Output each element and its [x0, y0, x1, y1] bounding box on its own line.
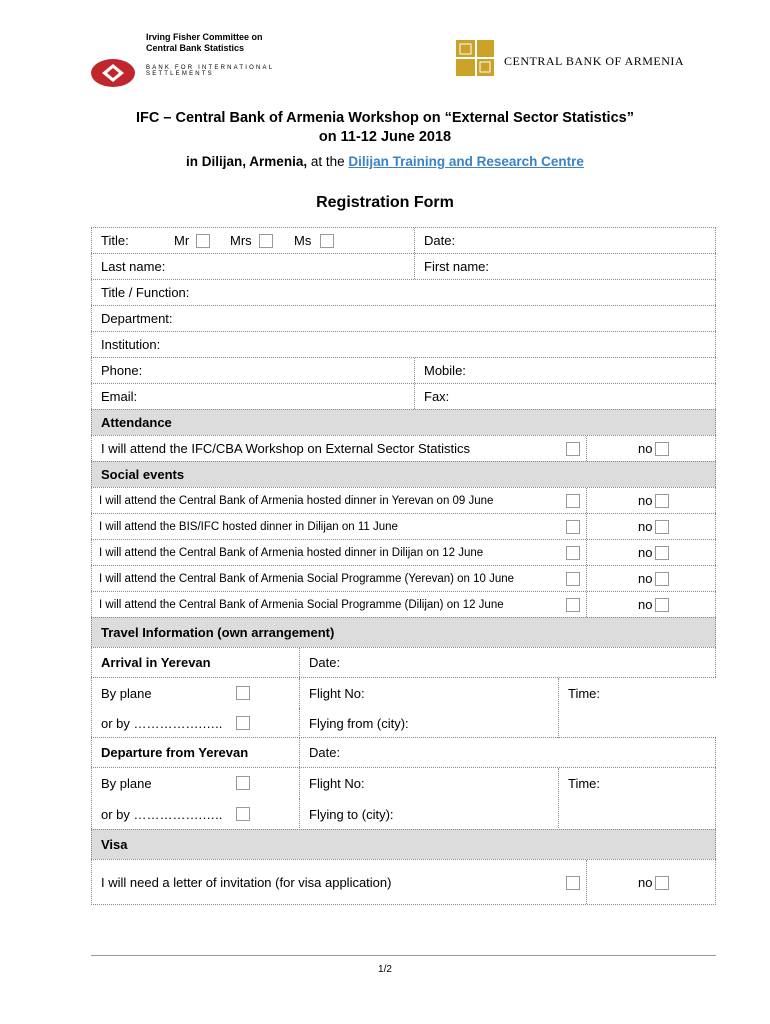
social-yes-checkbox[interactable] — [566, 546, 580, 560]
function-field[interactable] — [92, 280, 717, 305]
first-name-label: First name: — [424, 259, 490, 274]
department-label: Department: — [101, 311, 173, 326]
mr-checkbox[interactable] — [196, 234, 210, 248]
last-name-label: Last name: — [101, 259, 166, 274]
visa-no — [586, 860, 717, 904]
social-no — [586, 514, 717, 539]
social-no-checkbox[interactable] — [655, 494, 669, 508]
email-row — [91, 383, 716, 409]
attendance-no-label: no — [638, 441, 653, 456]
page-number: 1/2 — [378, 964, 392, 975]
social-item-label: I will attend the Central Bank of Armenia hosted dinner in Yerevan on 09 June — [99, 494, 494, 507]
social-item — [92, 592, 586, 617]
attendance-heading-row — [91, 409, 716, 435]
social-item — [92, 488, 586, 513]
social-row — [91, 565, 716, 591]
fax-label: Fax: — [424, 389, 450, 404]
social-item-label: I will attend the Central Bank of Armenia hosted dinner in Dilijan on 12 June — [99, 546, 484, 559]
departure-to-field[interactable] — [299, 799, 558, 830]
social-item — [92, 514, 586, 539]
departure-other-checkbox[interactable] — [236, 807, 250, 821]
function-row — [91, 279, 716, 305]
departure-heading: Departure from Yerevan — [101, 745, 249, 760]
phone-field[interactable] — [92, 358, 414, 383]
arrival-from-label: Flying from (city): — [309, 715, 409, 731]
social-no-checkbox[interactable] — [655, 546, 669, 560]
date-label: Date: — [424, 233, 456, 248]
last-name-field[interactable] — [92, 254, 414, 279]
visa-item — [92, 860, 586, 904]
phone-row — [91, 357, 716, 383]
social-item-label: I will attend the BIS/IFC hosted dinner in Dilijan on 11 June — [99, 520, 398, 533]
social-no-checkbox[interactable] — [655, 520, 669, 534]
email-field[interactable] — [92, 384, 414, 409]
visa-heading-row — [91, 829, 716, 859]
departure-plane-checkbox[interactable] — [236, 776, 250, 790]
mrs-label: Mrs — [230, 233, 252, 248]
departure-date-label: Date: — [309, 745, 341, 760]
departure-to-label: Flying to (city): — [309, 807, 394, 822]
department-row — [91, 305, 716, 331]
arrival-date-label: Date: — [309, 655, 341, 670]
bis-name: BANK FOR INTERNATIONAL SETTLEMENTS — [146, 65, 275, 77]
attendance-no — [586, 436, 717, 461]
venue-link[interactable]: Dilijan Training and Research Centre — [348, 154, 584, 169]
name-row — [91, 253, 716, 279]
social-no — [586, 488, 717, 513]
workshop-title-line1: IFC – Central Bank of Armenia Workshop on “External Sector Statistics” — [136, 110, 634, 126]
departure-plane-label: By plane — [101, 776, 152, 791]
attendance-item-label: I will attend the IFC/CBA Workshop on External Sector Statistics — [101, 441, 470, 456]
arrival-flight-label: Flight No: — [309, 685, 365, 701]
arrival-time-field[interactable] — [558, 678, 717, 738]
visa-heading: Visa — [101, 837, 128, 852]
departure-time-field[interactable] — [558, 768, 717, 830]
ms-label: Ms — [294, 233, 312, 248]
social-yes-checkbox[interactable] — [566, 494, 580, 508]
location-at: at the — [307, 154, 349, 169]
travel-heading-row — [91, 617, 716, 647]
arrival-plane — [92, 678, 299, 708]
social-no-label: no — [638, 519, 653, 534]
social-yes-checkbox[interactable] — [566, 572, 580, 586]
social-item-label: I will attend the Central Bank of Armenia Social Programme (Yerevan) on 10 June — [99, 572, 515, 585]
visa-yes-checkbox[interactable] — [566, 876, 580, 890]
footer-divider — [91, 955, 716, 956]
social-yes-checkbox[interactable] — [566, 598, 580, 612]
attendance-no-checkbox[interactable] — [655, 442, 669, 456]
attendance-heading: Attendance — [101, 415, 172, 430]
fax-field[interactable] — [414, 384, 717, 409]
mobile-field[interactable] — [414, 358, 717, 383]
departure-date-field[interactable] — [299, 738, 717, 767]
departure-row — [91, 737, 716, 767]
title-row — [91, 227, 716, 253]
departure-details — [91, 767, 716, 829]
institution-field[interactable] — [92, 332, 717, 357]
visa-no-checkbox[interactable] — [655, 876, 669, 890]
location-text: in Dilijan, Armenia, — [186, 154, 308, 169]
travel-heading: Travel Information (own arrangement) — [101, 625, 335, 640]
first-name-field[interactable] — [414, 254, 717, 279]
social-item — [92, 540, 586, 565]
cba-name: CENTRAL BANK OF ARMENIA — [504, 54, 685, 68]
departure-plane — [92, 768, 299, 799]
arrival-date-field[interactable] — [299, 648, 717, 677]
arrival-plane-checkbox[interactable] — [236, 686, 250, 700]
ifc-bis-logo — [88, 30, 328, 90]
mr-label: Mr — [174, 233, 190, 248]
phone-label: Phone: — [101, 363, 143, 378]
visa-item-label: I will need a letter of invitation (for visa application) — [101, 874, 392, 890]
social-item — [92, 566, 586, 591]
social-row — [91, 539, 716, 565]
attendance-row — [91, 435, 716, 461]
arrival-other-checkbox[interactable] — [236, 716, 250, 730]
department-field[interactable] — [92, 306, 717, 331]
visa-row — [91, 859, 716, 905]
social-no-label: no — [638, 493, 653, 508]
social-heading-row — [91, 461, 716, 487]
social-row — [91, 487, 716, 513]
ms-checkbox[interactable] — [320, 234, 334, 248]
email-label: Email: — [101, 389, 138, 404]
arrival-plane-label: By plane — [101, 685, 152, 701]
departure-time-label: Time: — [568, 776, 601, 791]
ifc-name: Irving Fisher Committee on Central Bank Statistics — [146, 32, 263, 53]
arrival-other — [92, 708, 299, 738]
social-no-label: no — [638, 571, 653, 586]
social-no-label: no — [638, 545, 653, 560]
workshop-location — [0, 154, 770, 169]
institution-label: Institution: — [101, 337, 161, 352]
form-title: Registration Form — [316, 194, 454, 211]
social-no-label: no — [638, 597, 653, 612]
attendance-yes-checkbox[interactable] — [566, 442, 580, 456]
departure-flight-field[interactable] — [299, 768, 558, 799]
arrival-details — [91, 677, 716, 737]
social-no — [586, 566, 717, 591]
arrival-heading: Arrival in Yerevan — [101, 655, 211, 670]
visa-no-label: no — [638, 874, 653, 890]
title-field — [92, 228, 414, 253]
social-item-label: I will attend the Central Bank of Armenia Social Programme (Dilijan) on 12 June — [99, 598, 504, 611]
arrival-other-label: or by …………….….. — [101, 715, 223, 731]
departure-other-label: or by …………….….. — [101, 807, 223, 822]
social-yes-checkbox[interactable] — [566, 520, 580, 534]
social-no-checkbox[interactable] — [655, 572, 669, 586]
social-row — [91, 513, 716, 539]
mrs-checkbox[interactable] — [259, 234, 273, 248]
date-field[interactable] — [414, 228, 717, 253]
social-heading: Social events — [101, 467, 185, 482]
cba-logo — [456, 40, 716, 80]
arrival-row — [91, 647, 716, 677]
attendance-item — [92, 436, 586, 461]
mobile-label: Mobile: — [424, 363, 466, 378]
bis-emblem-icon — [90, 58, 136, 88]
cba-emblem-icon — [456, 40, 494, 76]
social-no — [586, 540, 717, 565]
institution-row — [91, 331, 716, 357]
social-no-checkbox[interactable] — [655, 598, 669, 612]
title-label: Title: — [101, 233, 129, 248]
arrival-flight-field[interactable] — [299, 678, 558, 708]
arrival-time-label: Time: — [568, 686, 601, 701]
departure-flight-label: Flight No: — [309, 776, 365, 791]
function-label: Title / Function: — [101, 285, 190, 300]
departure-other — [92, 799, 299, 830]
social-row — [91, 591, 716, 617]
workshop-title-line2: on 11-12 June 2018 — [318, 129, 452, 145]
social-no — [586, 592, 717, 617]
